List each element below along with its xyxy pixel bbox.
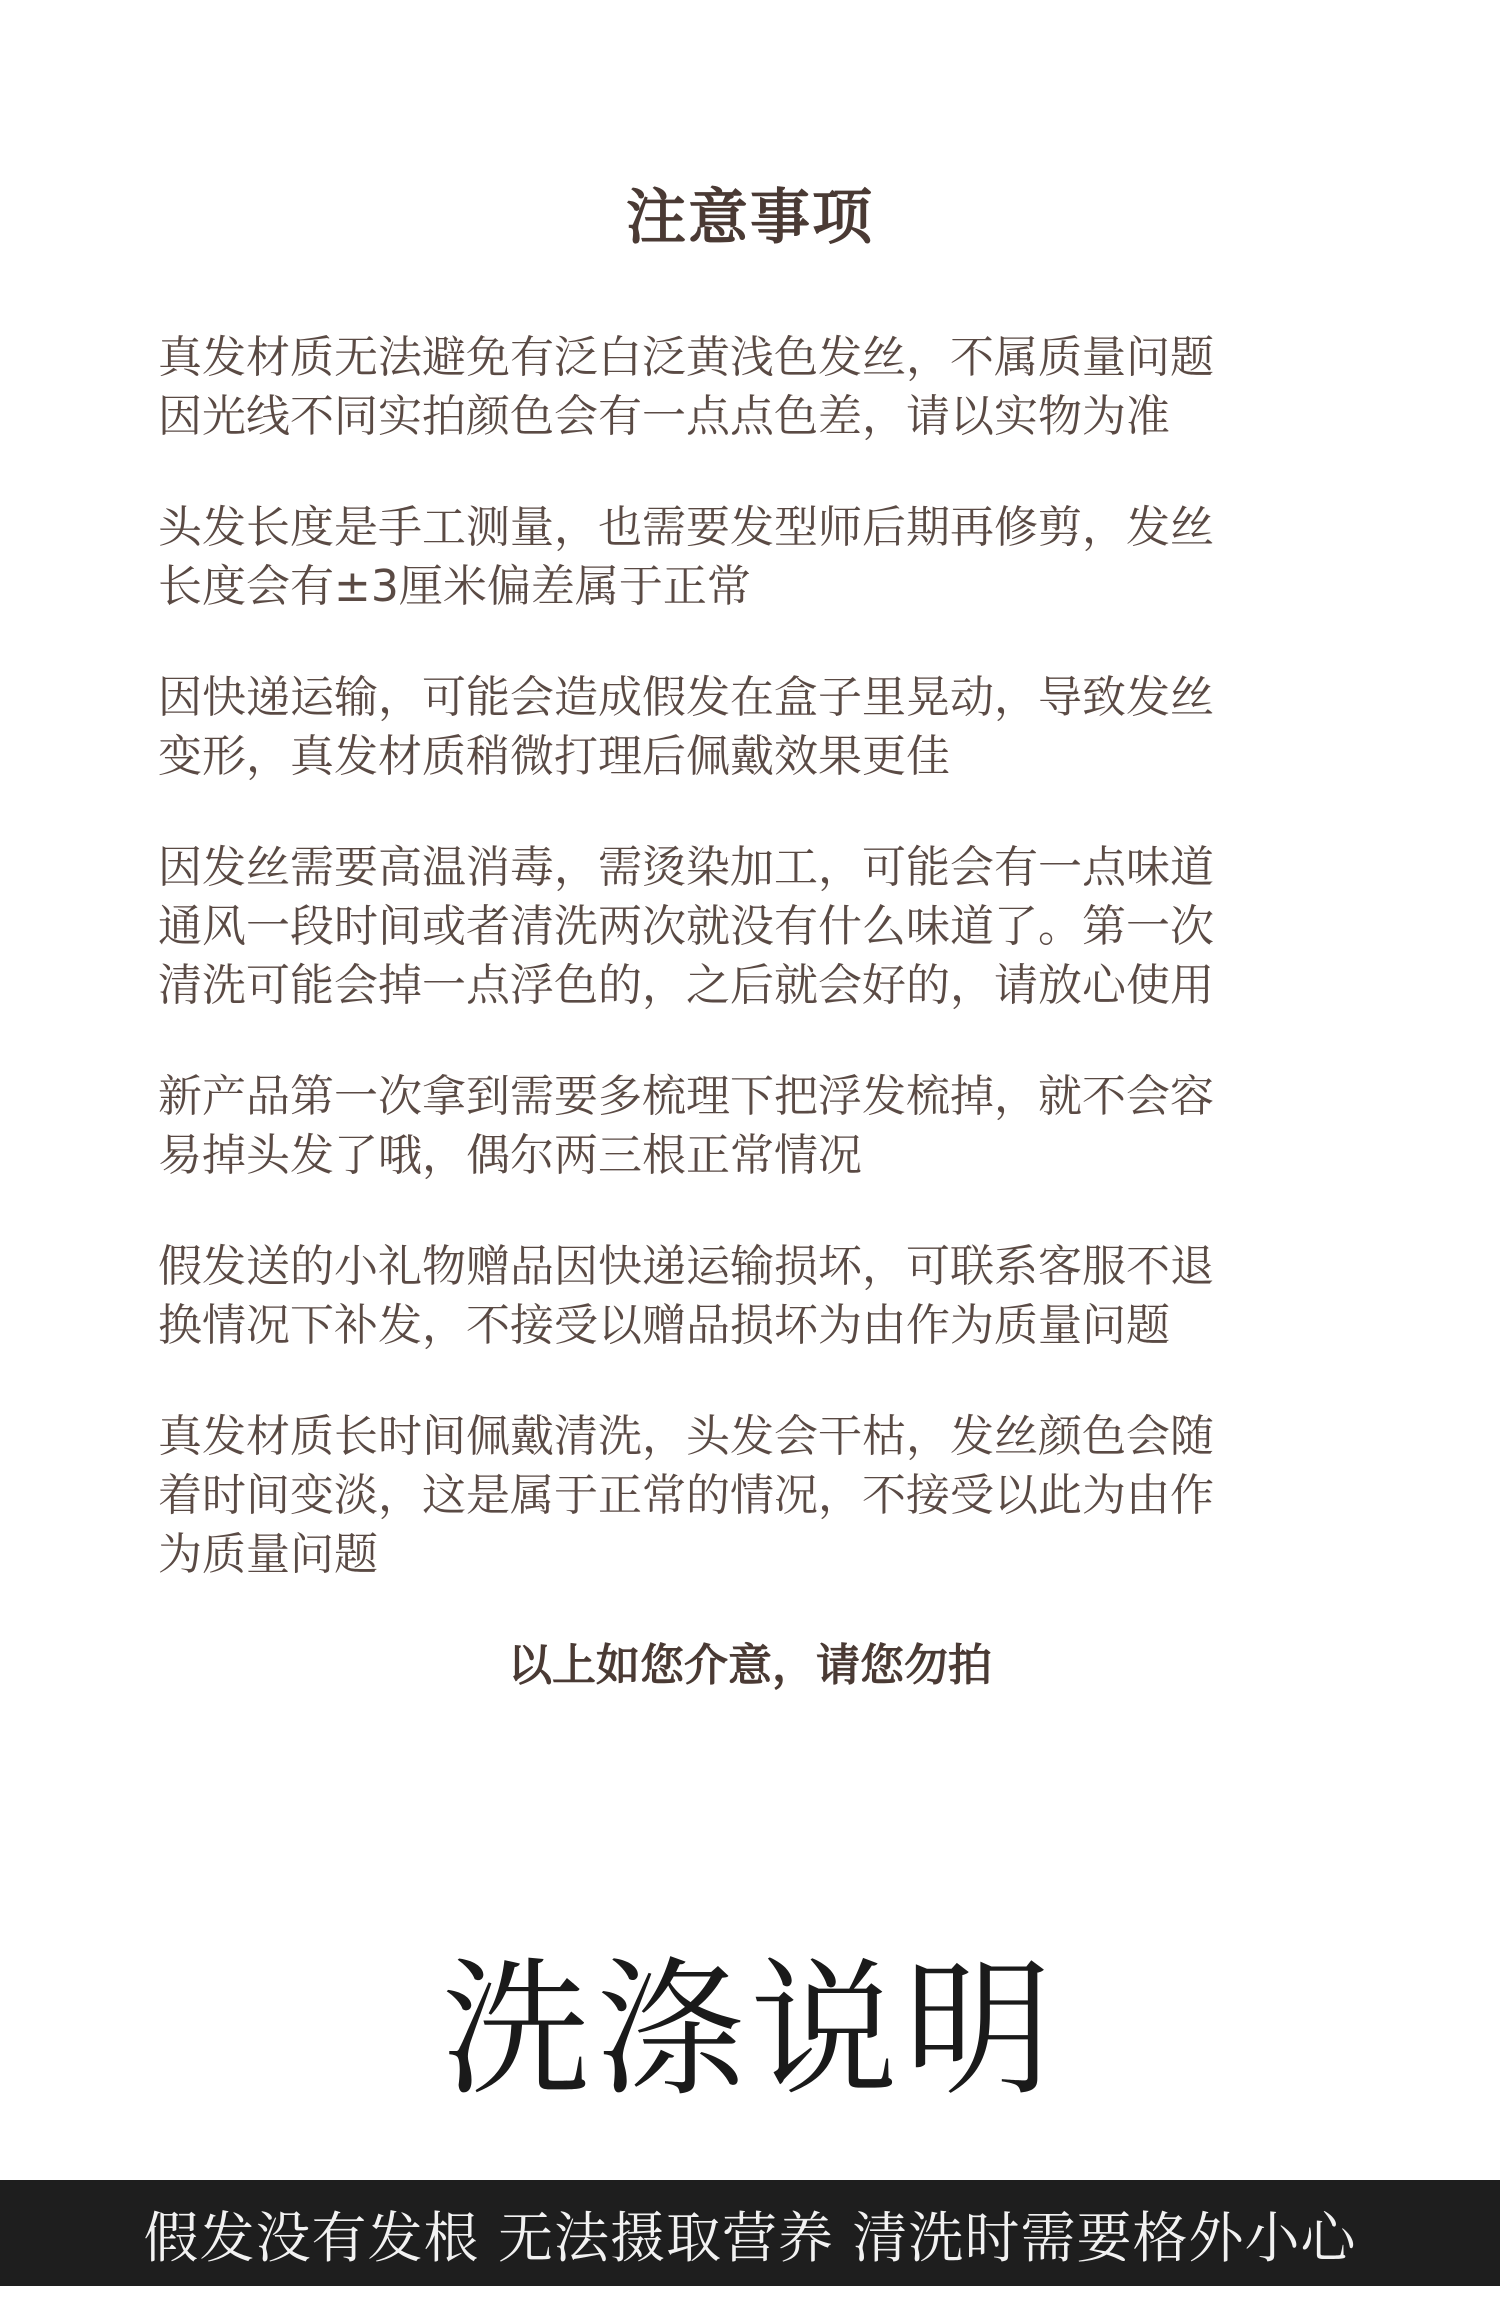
notice-line: 头发长度是手工测量，也需要发型师后期再修剪，发丝 (158, 502, 1214, 553)
closing-note: 以上如您介意，请您勿拍 (508, 1640, 992, 1691)
notice-line: 易掉头发了哦，偶尔两三根正常情况 (158, 1130, 862, 1181)
notice-line: 假发送的小礼物赠品因快递运输损坏，可联系客服不退 (158, 1241, 1214, 1292)
notice-line: 长度会有±3厘米偏差属于正常 (158, 561, 751, 612)
notice-line: 新产品第一次拿到需要多梳理下把浮发梳掉，就不会容 (158, 1071, 1214, 1122)
notice-line: 变形，真发材质稍微打理后佩戴效果更佳 (158, 731, 950, 782)
notice-line: 着时间变淡，这是属于正常的情况，不接受以此为由作 (158, 1470, 1214, 1521)
notice-line: 因光线不同实拍颜色会有一点点色差，请以实物为准 (158, 391, 1170, 442)
notice-paragraph (158, 498, 1348, 616)
notice-line: 通风一段时间或者清洗两次就没有什么味道了。第一次 (158, 901, 1214, 952)
notice-line: 换情况下补发，不接受以赠品损坏为由作为质量问题 (158, 1300, 1170, 1351)
notice-line: 清洗可能会掉一点浮色的，之后就会好的，请放心使用 (158, 960, 1214, 1011)
notice-list (158, 328, 1348, 1636)
notice-title: 注意事项 (626, 183, 874, 253)
notice-paragraph (158, 668, 1348, 786)
notice-line: 因发丝需要高温消毒，需烫染加工，可能会有一点味道 (158, 842, 1214, 893)
notice-paragraph (158, 838, 1348, 1015)
wash-title: 洗涤说明 (442, 1944, 1058, 2116)
notice-paragraph (158, 328, 1348, 446)
wash-banner (0, 2180, 1500, 2286)
notice-line: 为质量问题 (158, 1529, 378, 1580)
wash-banner-text: 假发没有发根 无法摄取营养 清洗时需要格外小心 (143, 2205, 1357, 2270)
notice-paragraph (158, 1407, 1348, 1584)
notice-line: 因快递运输，可能会造成假发在盒子里晃动，导致发丝 (158, 672, 1214, 723)
notice-paragraph (158, 1237, 1348, 1355)
notice-line: 真发材质无法避免有泛白泛黄浅色发丝，不属质量问题 (158, 332, 1214, 383)
notice-line: 真发材质长时间佩戴清洗，头发会干枯，发丝颜色会随 (158, 1411, 1214, 1462)
notice-paragraph (158, 1067, 1348, 1185)
